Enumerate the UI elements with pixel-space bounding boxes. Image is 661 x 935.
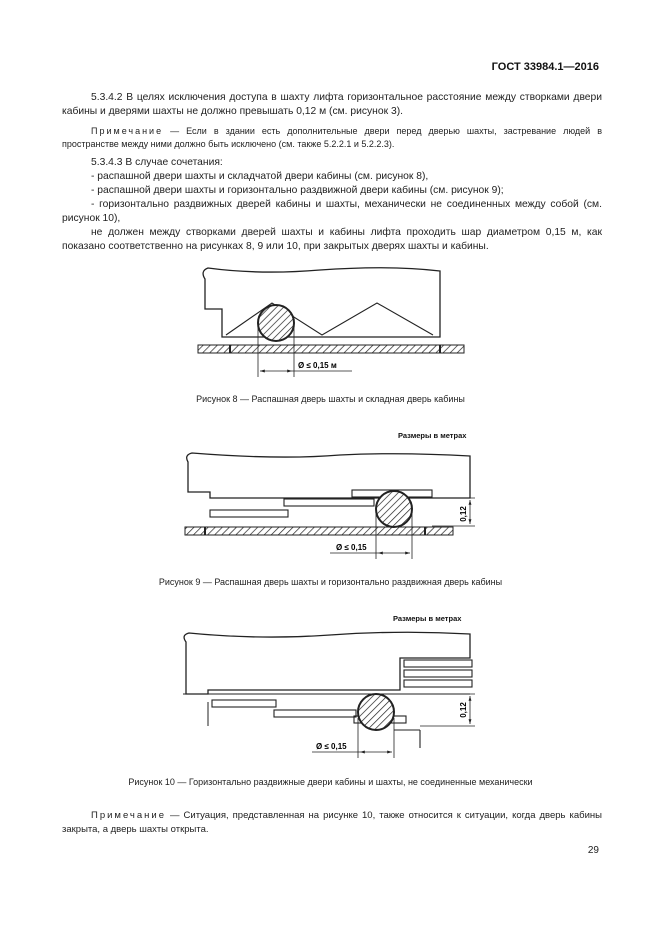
figure-8-drawing — [0, 265, 661, 385]
figure-8-caption: Рисунок 8 — Распашная дверь шахты и складная дверь кабины — [196, 394, 465, 404]
figure-10-gap-dimension: 0,12 — [459, 702, 468, 718]
list-item: - распашной двери шахты и горизонтально раздвижной двери кабины (см. рисунок 9); — [91, 185, 504, 196]
document-header: ГОСТ 33984.1—2016 — [491, 61, 599, 73]
figure-10-units: Размеры в метрах — [393, 614, 462, 623]
figure-9-units: Размеры в метрах — [398, 431, 467, 440]
figure-8-dimension: Ø ≤ 0,15 м — [298, 361, 337, 370]
figure-10-drawing — [0, 630, 661, 760]
note-text: — Ситуация, представленная на рисунке 10, также относится к ситуации, когда дверь кабины закрыта, а дверь шахты открыта. — [62, 810, 602, 835]
page-number: 29 — [587, 845, 599, 856]
figure-9-drawing — [0, 452, 661, 572]
note-label: Примечание — [91, 126, 164, 136]
figure-9-caption: Рисунок 9 — Распашная дверь шахты и горизонтально раздвижная дверь кабины — [158, 577, 503, 587]
figure-9-gap-dimension: 0,12 — [459, 506, 468, 522]
note-text: — Если в здании есть дополнительные двери перед дверью шахты, застревание людей в пространстве между ними должно быть исключено (см. также 5.2.2.1 и 5.2.2.3). — [62, 126, 602, 149]
clause-5-3-4-3-conclusion: не должен между створками дверей шахты и кабины лифта проходить шар диаметром 0,15 м, как показано соответственно на рисунках 8, 9 или 10, при закрытых дверях шахты и кабины. — [62, 227, 602, 253]
figure-9-ball-dimension: Ø ≤ 0,15 — [336, 543, 367, 552]
list-item: - распашной двери шахты и складчатой двери кабины (см. рисунок 8), — [91, 171, 429, 182]
clause-5-3-4-2: 5.3.4.2 В целях исключения доступа в шахту лифта горизонтальное расстояние между створками двери кабины и дверями шахты не должно превышать 0,12 м (см. рисунок 3). — [62, 92, 602, 118]
figure-10-caption: Рисунок 10 — Горизонтально раздвижные двери кабины и шахты, не соединенные механически — [128, 777, 533, 787]
figure-10-ball-dimension: Ø ≤ 0,15 — [316, 742, 347, 751]
clause-5-3-4-3-intro: 5.3.4.3 В случае сочетания: — [91, 157, 223, 168]
note-label: Примечание — [91, 810, 166, 821]
note-2 — [62, 809, 602, 837]
list-item: - горизонтально раздвижных дверей кабины и шахты, механически не соединенных между собой (см. рисунок 10), — [62, 199, 602, 225]
note-1 — [62, 125, 602, 151]
